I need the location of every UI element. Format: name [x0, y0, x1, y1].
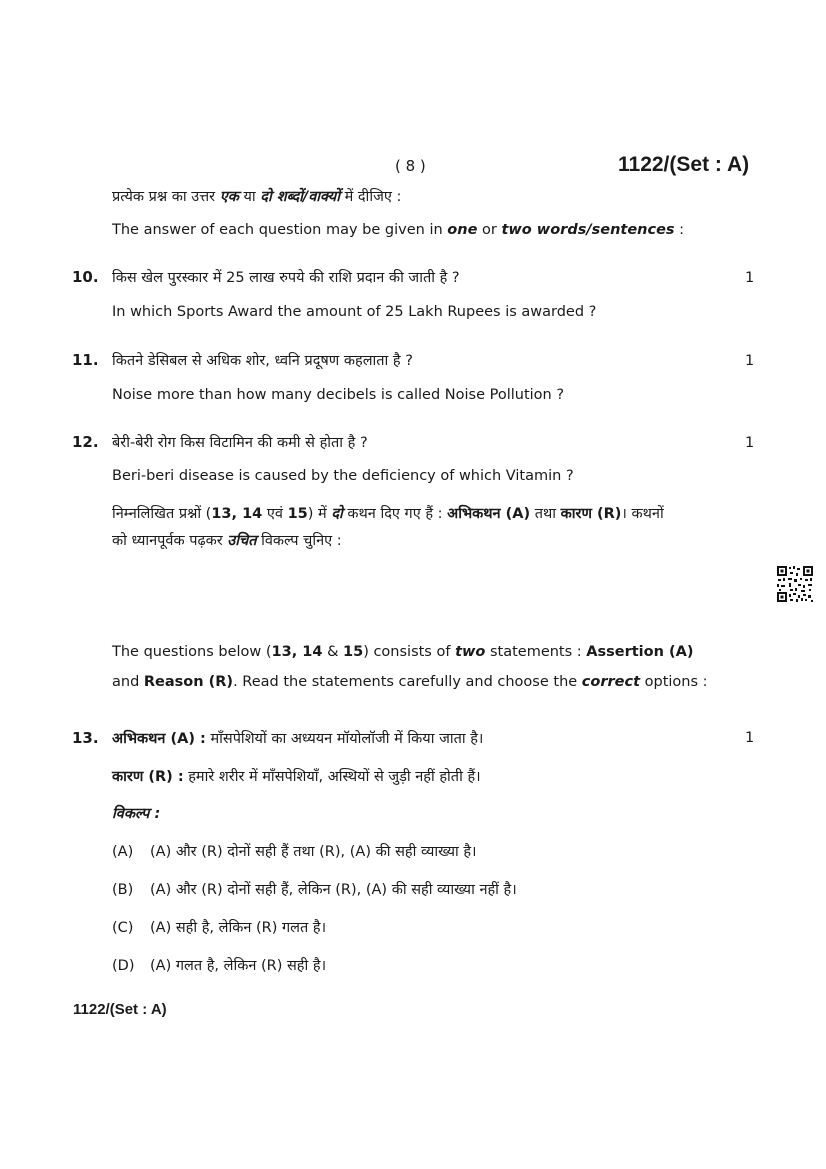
option-c: (C) (A) सही है, लेकिन (R) गलत है।: [112, 920, 327, 936]
question-number: 12.: [72, 433, 99, 451]
question-english: Beri-beri disease is caused by the deficiency of which Vitamin ?: [112, 468, 574, 484]
paper-code-header: 1122/(Set : A): [618, 153, 750, 176]
paper-code-footer: 1122/(Set : A): [73, 1001, 167, 1018]
assertion-intro-hindi-line2: को ध्यानपूर्वक पढ़कर उचित विकल्प चुनिए :: [112, 533, 342, 549]
instruction-hindi: प्रत्येक प्रश्न का उत्तर एक या दो शब्दों/वाक्यों में दीजिए :: [112, 189, 402, 205]
question-marks: 1: [745, 730, 755, 746]
question-marks: 1: [745, 353, 755, 369]
question-number: 11.: [72, 351, 99, 369]
question-marks: 1: [745, 435, 755, 451]
instruction-english: The answer of each question may be given in one or two words/sentences :: [112, 222, 685, 238]
option-a: (A) (A) और (R) दोनों सही हैं तथा (R), (A) की सही व्याख्या है।: [112, 844, 477, 860]
question-hindi: बेरी-बेरी रोग किस विटामिन की कमी से होता है ?: [112, 435, 368, 451]
question-hindi: कितने डेसिबल से अधिक शोर, ध्वनि प्रदूषण कहलाता है ?: [112, 353, 413, 369]
reason-statement: कारण (R) : हमारे शरीर में माँसपेशियाँ, अस्थियों से जुड़ी नहीं होती हैं।: [112, 769, 481, 785]
question-english: In which Sports Award the amount of 25 Lakh Rupees is awarded ?: [112, 304, 597, 320]
option-letter: (C): [112, 920, 134, 936]
question-hindi: किस खेल पुरस्कार में 25 लाख रुपये की राशि प्रदान की जाती है ?: [112, 270, 460, 286]
assertion-intro-hindi-line1: निम्नलिखित प्रश्नों (13, 14 एवं 15) में दो कथन दिए गए हैं : अभिकथन (A) तथा कारण (R)। कथनों: [112, 506, 664, 522]
question-marks: 1: [745, 270, 755, 286]
option-b: (B) (A) और (R) दोनों सही हैं, लेकिन (R), (A) की सही व्याख्या नहीं है।: [112, 882, 517, 898]
assertion-statement: अभिकथन (A) : माँसपेशियों का अध्ययन मॉयोलॉजी में किया जाता है।: [112, 731, 484, 747]
question-number: 13.: [72, 729, 99, 747]
question-number: 10.: [72, 268, 99, 286]
assertion-intro-english-line1: The questions below (13, 14 & 15) consists of two statements : Assertion (A): [112, 644, 694, 660]
option-letter: (D): [112, 958, 135, 974]
option-letter: (B): [112, 882, 134, 898]
qr-code: [776, 565, 814, 603]
options-label: विकल्प :: [112, 806, 161, 822]
option-letter: (A): [112, 844, 134, 860]
page-number: ( 8 ): [395, 157, 426, 175]
assertion-intro-english-line2: and Reason (R). Read the statements carefully and choose the correct options :: [112, 674, 708, 690]
question-english: Noise more than how many decibels is called Noise Pollution ?: [112, 387, 565, 403]
option-d: (D) (A) गलत है, लेकिन (R) सही है।: [112, 958, 327, 974]
